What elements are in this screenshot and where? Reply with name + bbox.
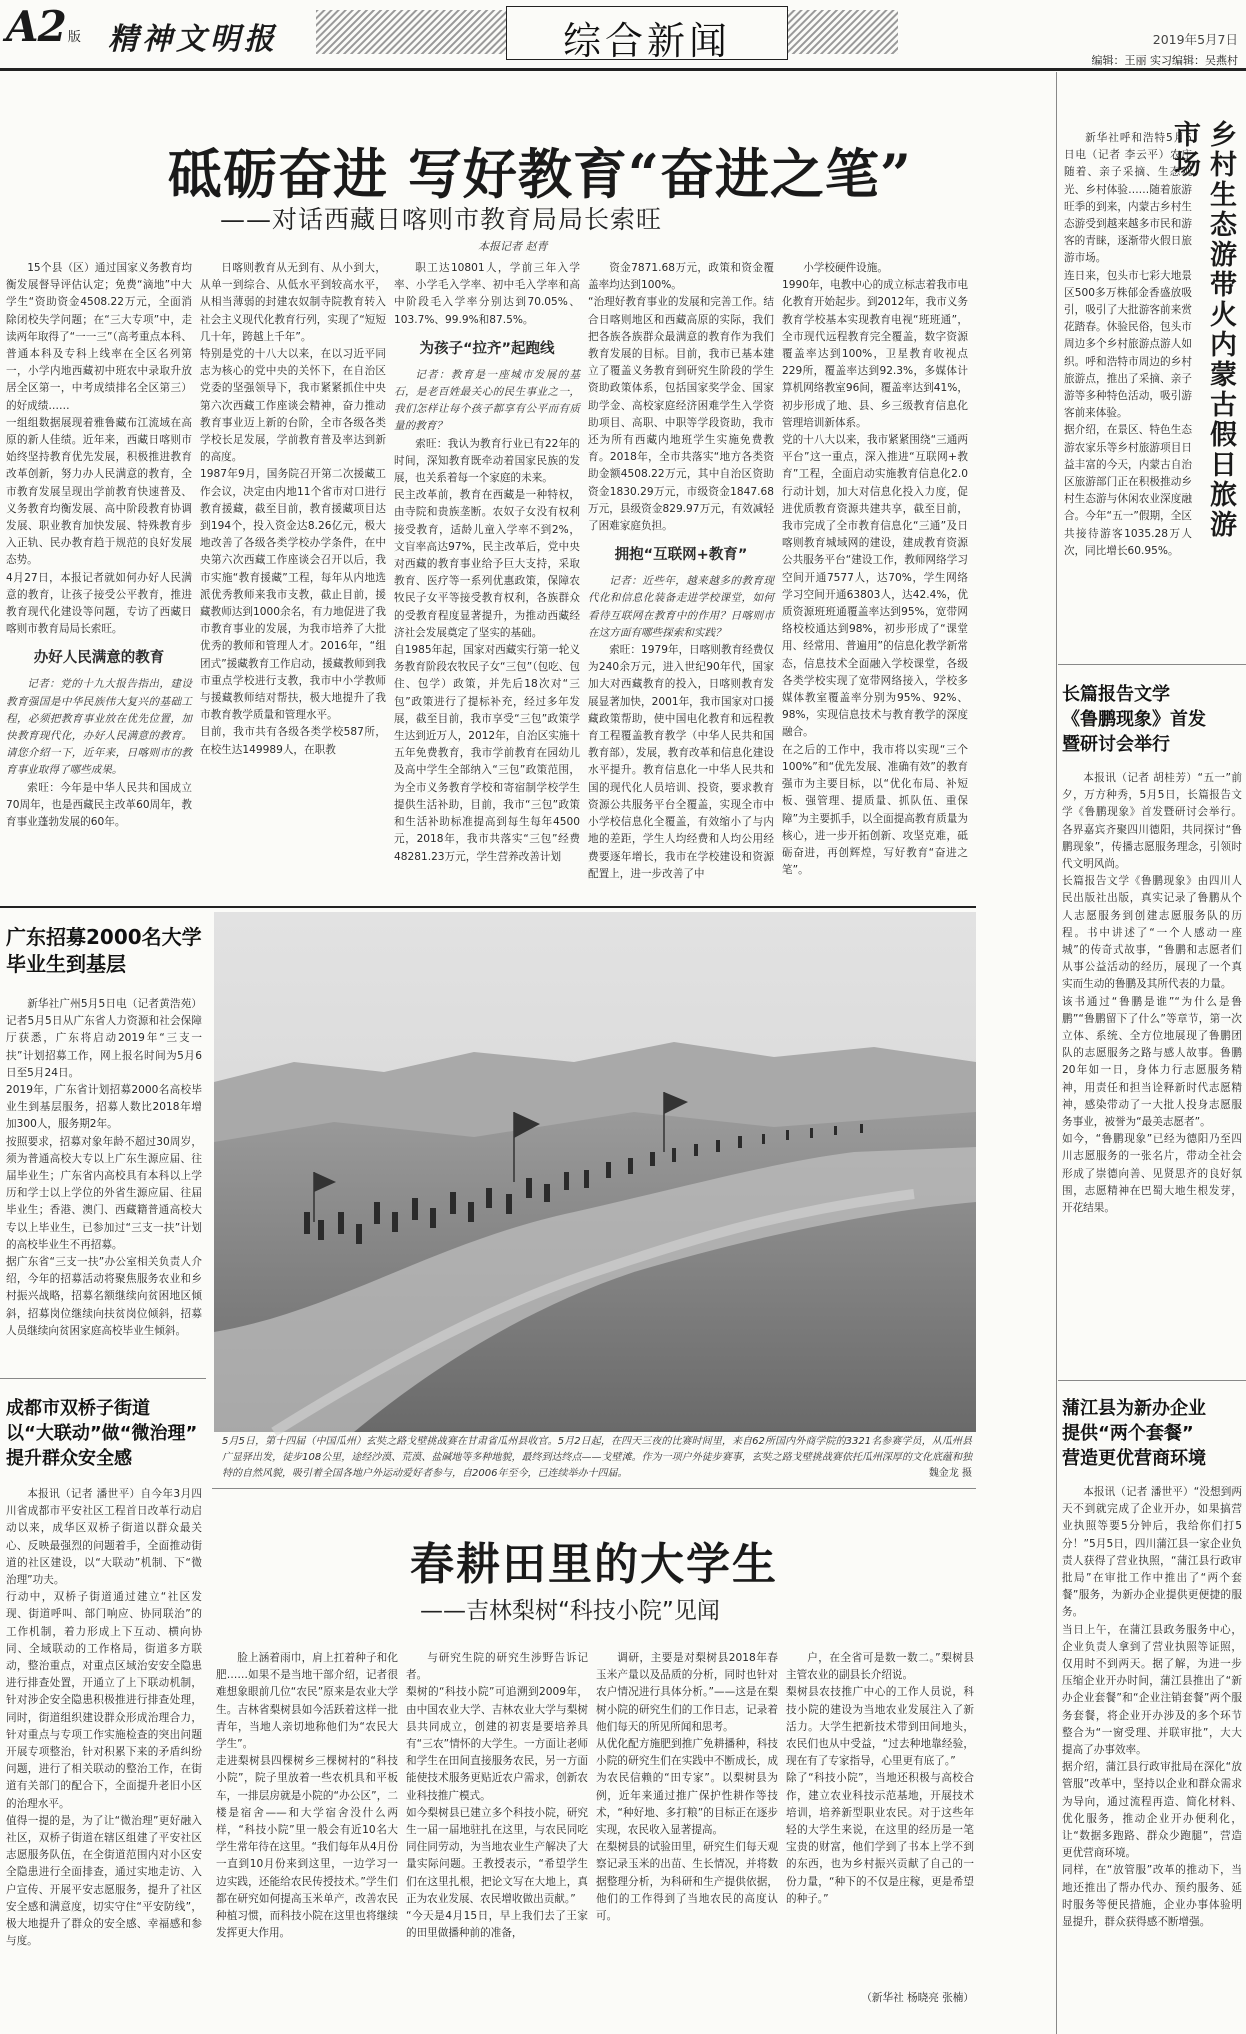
pujiang-headline-line-2: 提供“两个套餐” (1062, 1423, 1194, 1444)
pujiang-headline-line-1: 蒲江县为新办企业 (1062, 1398, 1206, 1419)
masthead-stripes-right (786, 10, 898, 54)
masthead (0, 0, 1246, 80)
village-tourism-article: 新华社呼和浩特5月5日电（记者 李云平）农庄随着、亲子采摘、生态观光、乡村体验……随着旅游旺季的到来，内蒙古乡村生态游受到越来越多市民和游客的青睐，逐渐带火假日旅游市场。 连日来，包头市七彩大地景区500多万株郁金香盛放吸引，吸引了大批游客前来赏花踏春。休验民俗，包头市周边多个乡村旅游点游人如织。呼和浩特市周边的乡村旅游点，推出了采摘、亲子游等多种特色活动，吸引游客前来体验。 据介绍，在景区、特色生态游农家乐等乡村旅游项目日益丰富的今天，内蒙古自治区旅游部门正在积极推动乡村生态游与休闲农业深度融合。今年“五一”假期，全区共接待游客1035.28万人次，同比增长60.95%。 (1064, 132, 1192, 557)
lead-answer-1: 索旺：今年是中华人民共和国成立70周年，也是西藏民主改革60周年，教育事业蓬勃发展的60年。 (6, 781, 192, 829)
lead-title: 砥砺奋进 写好教育“奋进之笔” (168, 142, 912, 206)
report-article: 本报讯（记者 胡桂芳）“五一”前夕，万方种秀，5月5日，长篇报告文学《鲁鹏现象》首发暨研讨会举行。各界嘉宾齐聚四川德阳，共同探讨“鲁鹏现象”，传播志愿服务理念，引领时代文明风尚。 长篇报告文学《鲁鹏现象》由四川人民出版社出版，真实记录了鲁鹏从个人志愿服务到创建志愿服务队的历程。书中讲述了“一个人感动一座城”的传奇式故事，“鲁鹏和志愿者们从事公益活动的经历，展现了一个真实而生动的鲁鹏及其所代表的力量。 该书通过“鲁鹏是谁”“为什么是鲁鹏”“鲁鹏留下了什么”等章节，第一次立体、系统、全方位地展现了鲁鹏团队的志愿服务之路与感人故事。鲁鹏20年如一日，身体力行志愿服务精神，用责任和担当诠释新时代志愿精神，感染带动了一大批人投身志愿服务事业，被誉为“最美志愿者”。 如今，“鲁鹏现象”已经为德阳乃至四川志愿服务的一张名片，带动全社会形成了崇德向善、见贤思齐的良好氛围，志愿精神在巴蜀大地生根发芽，开花结果。 (1062, 772, 1242, 1215)
chengdu-headline-line-3: 提升群众安全感 (6, 1448, 132, 1469)
feature-column-1: 脸上涵着雨巾，肩上扛着种子和化肥……如果不是当地干部介绍，记者很难想象眼前几位“农民”原来是农业大学生。吉林省梨树县如今活跃着这样一批青年，当地人亲切地称他们为“农民大学生”。 走进梨树县四棵树乡三棵树村的“科技小院”，院子里放着一些农机具和平板车，一排层房就是小院的“办公区”，二楼是宿舍——和大学宿舍没什么两样，“科技小院”里一般会有近10名大学生常年待在这里。“我们每年从4月份一直到10月份来到这里，一边学习一边实践，还能给农民传授技术。”学生们都在研究如何提高玉米单产，改善农民种植习惯，而科技小院在这里也将继续发挥更大作用。 (216, 1652, 398, 1940)
lead-col3-body-a: 职工达10801人，学前三年入学率、小学毛入学率、初中毛入学率和高中阶段毛入学率分别达到70.05%、103.7%、99.9%和87.5%。 (394, 262, 580, 326)
feature-column-4 (786, 1650, 974, 2026)
lead-question-3: 记者：近些年，越来越多的教育现代化和信息化装备走进学校课堂，如何看待互联网在教育中的作用？日喀则市在这方面有哪些探索和实践？ (588, 575, 774, 639)
lead-column-1 (6, 260, 192, 900)
lead-question-1: 记者：党的十九大报告指出，建设教育强国是中华民族伟大复兴的基础工程，必须把教育事业放在优先位置，加快教育现代化，办好人民满意的教育。请您介绍一下，近年来，日喀则市的教育事业取得了哪些成果。 (6, 678, 192, 777)
chengdu-headline-line-1: 成都市双桥子街道 (6, 1398, 150, 1419)
section-name: 综合新闻 (562, 19, 731, 63)
right-column-divider (1056, 72, 1057, 2034)
masthead-rule (0, 68, 1246, 71)
photo-caption (222, 1434, 972, 1482)
feature-top-rule (212, 1488, 976, 1489)
lead-column-4 (588, 260, 774, 900)
report-headline-line-3: 暨研讨会举行 (1062, 734, 1170, 755)
feature-subtitle: ——吉林梨树“科技小院”见闻 (420, 1598, 720, 1624)
lead-col3-body-b: 索旺：我认为教育行业已有22年的时间，深知教育既牵动着国家民族的发展，也关系着每一个家庭的未来。 民主改革前，教育在西藏是一种特权，由寺院和贵族垄断。农奴子女没有权利接受教育，适龄儿童入学率不到2%，文盲率高达97%，民主改革后，党中央对西藏的教育事业给予巨大支持，采取教育、医疗等一系列优惠政策，保障农牧民子女平等接受教育权利，各族群众的受教育程度显著提升，为推动西藏经济社会发展奠定了坚实的基础。 自1985年起，国家对西藏实行第一轮义务教育阶段农牧民子女“三包”（包吃、包住、包学）政策，并先后18次对“三包”政策进行了提标补充，经过多年发展，截至目前，我市享受“三包”政策学生达到近万人，2012年，自治区实施十五年免费教育，我市学前教育在园幼儿及高中学生全部纳入“三包”政策范围，为全市义务教育学校和寄宿制学校学生提供生活补助，目前，我市“三包”政策和生活补助标准提高到每生每年4500元，2018年，我市共落实“三包”经费48281.23万元，学生营养改善计划 (394, 437, 580, 863)
lead-subhead-2: 为孩子“拉齐”起跑线 (419, 340, 555, 357)
pujiang-headline (1062, 1396, 1242, 1471)
pujiang-headline-line-3: 营造更优营商环境 (1062, 1448, 1206, 1469)
report-headline-line-2: 《鲁鹏现象》首发 (1062, 709, 1206, 730)
pujiang-article: 本报讯（记者 潘世平）“没想到两天不到就完成了企业开办，如果搞营业执照等要5分钟后，我给你们打5分！”5月5日，四川蒲江县一家企业负责人获得了营业执照，“蒲江县行政审批局”在审批工作中推出了“两个套餐”服务，为新办企业提供更便捷的服务。 当日上午，在蒲江县政务服务中心，企业负责人拿到了营业执照等证照，仅用时不到两天。据了解，为进一步压缩企业开办时间，蒲江县推出了“新办企业套餐”和“企业注销套餐”两个服务套餐，将企业开办涉及的多个环节整合为“一窗受理、并联审批”，大大提高了办事效率。 据介绍，蒲江县行政审批局在深化“放管服”改革中，坚持以企业和群众需求为导向，通过流程再造、简化材料、优化服务，推动企业开办便利化，让“数据多跑路、群众少跑腿”，营造更优营商环境。 同样，在“放管服”改革的推动下，当地还推出了帮办代办、预约服务、延时服务等便民措施，企业办事体验明显提升，群众获得感不断增强。 (1062, 1486, 1242, 1929)
lead-col1-body: 15个县（区）通过国家义务教育均衡发展督导评估认定；免费“滴地”中大学生“资助资金4508.22万元，全面消除闭校失学问题；在“三大专项”中，走读两年取得了“一一三”（高考重点本科、普通本科及专科上线率在全区名列第一，小学内地西藏初中班农中录取升放居全区第一，中考成绩排名全区第三）的好成绩…… 一组组数据展现着雅鲁藏布江流域在高原的新人佳绩。近年来，西藏日喀则市始终坚持教育优先发展，积极推进教育改革创新，努力办人民满意的教育，全市教育发展呈现出学前教育快速普及、义务教育均衡发展、高中阶段教育协调发展、职业教育加快发展、特殊教育步入正轨、民办教育趋于规范的良好发展态势。 4月27日，本报记者就如何办好人民满意的教育，让孩子接受公平教育，推进教育现代化建设等问题，专访了西藏日喀则市教育局局长索旺。 (6, 262, 192, 636)
lead-col4-body-a: 资金7871.68万元，政策和资金覆盖率均达到100%。 “治理好教育事业的发展和完善工作。结合日喀则地区和西藏高原的实际，我们把各族各族群众最满意的教育作为我们教育发展的目标。目前，我市已基本建立了覆盖义务教育到研究生阶段的学生资助政策体系，包括国家奖学金、国家助学金、高校家庭经济困难学生入学资助项目、高职、中职等学段资助，我市还为所有西藏内地班学生实施免费教育。2018年，全市共落实“地方各类资助金额4508.22万元，其中自治区资助资金1830.29万元，市级资金1847.68万元，县级资金829.97万元，有效减轻了困难家庭负担。 (588, 262, 774, 533)
report-headline (1062, 682, 1242, 757)
lead-bottom-rule (0, 906, 976, 908)
feature-column-3: 调研，主要是对梨树县2018年春玉米产量以及品质的分析，同时也针对农户情况进行具体分析。”——这是在梨树小院的研究生们的工作日志，记录着他们每天的所见所闻和思考。 从优化配方施肥到推广免耕播种，科技小院的研究生们在实践中不断成长，成为农民信赖的“田专家”。以梨树县为例，近年来通过推广保护性耕作等技术，“种好地、多打粮”的目标正在逐步实现，农民收入显著提高。 在梨树县的试验田里，研究生们每天观察记录玉米的出苗、生长情况，并将数据整理分析，为科研和生产提供依据，他们的工作得到了当地农民的高度认可。 (596, 1652, 778, 1923)
chengdu-headline-line-2: 以“大联动”做“微治理” (6, 1423, 198, 1444)
photo-caption-text: 5月5日，第十四届（中国瓜州）玄奘之路戈壁挑战赛在甘肃省瓜州县收官。5月2日起，在四天三夜的比赛时间里，来自62所国内外商学院的3321名参赛学员，从瓜州县广显驿出发，徒步108公里，途经沙漠、荒漠、盐碱地等多种地貌，最终到达终点——戈壁滩。作为一项户外徒步赛事，玄奘之路戈壁挑战赛依托瓜州深厚的文化底蕴和独特的自然风貌，吸引着全国各地户外运动爱好者参与，自2006年至今，已连续举办十四届。 (222, 1436, 972, 1479)
village-tourism-headline: 乡村生态游带火内蒙古假日旅游市场 (1169, 120, 1236, 540)
lead-column-2 (200, 260, 386, 900)
chengdu-headline (6, 1396, 202, 1471)
left-sidebar-divider (0, 1378, 206, 1379)
lead-subhead-1: 办好人民满意的教育 (33, 650, 165, 667)
feature-title: 春耕田里的大学生 (410, 1539, 778, 1590)
chengdu-article: 本报讯（记者 潘世平）自今年3月四川省成都市平安社区工程首日改革行动启动以来，成华区双桥子街道以群众最关心、反映最强烈的问题着手，全面推动街道的社区建设，以“大联动”机制、下“微治理”功夫。 行动中，双桥子街道通过建立“社区发现、街道呼叫、部门响应、协同联治”的工作机制，着力形成上下互动、横向协同、全域联动的工作格局，街道多方联动，整治重点，对重点区域治安安全隐患进行排查处置，开通立了上下联动机制，针对涉企安全隐患积极推进行排查处理，同时，街道组织建设群众形成治理合力，针对重点与专项工作实施检查的突出问题开展专项整治，针对积累下来的矛盾纠纷问题，进行了相关联动的整治工作，在街道有关部门的配合下，全面提升老旧小区的治理水平。 值得一提的是，为了让“微治理”更好融入社区，双桥子街道在辖区组建了平安社区志愿服务队伍，在全街道范围内对小区安全隐患进行全面排查，通过实地走访、入户宣传、开展平安志愿服务，提升了社区安全感和满意度，切实守住“平安防线”，极大地提升了群众的安全感、幸福感和参与度。 (6, 1488, 202, 1948)
lead-question-2: 记者：教育是一座城市发展的基石，是老百姓最关心的民生事业之一，我们怎样让每个孩子都享有公平而有质量的教育？ (394, 368, 580, 433)
guangdong-headline: 广东招募2000名大学毕业生到基层 (6, 925, 202, 976)
lead-col2-body: 日喀则教育从无到有、从小到大，从单一到综合、从低水平到较高水平，从相当薄弱的封建农奴制寺院教育转入社会主义现代化教育行列，实现了“短短几十年，跨越上千年”。 特别是党的十八大以来，在以习近平同志为核心的党中央的关怀下，在自治区党委的坚强领导下，我市紧紧抓住中央第六次西藏工作座谈会精神，奋力推动教育事业迈上新的台阶，全市各级各类学校长足发展，学前教育普及率达到新的高度。 1987年9月，国务院召开第二次援藏工作会议，决定由内地11个省市对口进行教育援藏，截至目前，教育援藏项目达到194个，投入资金达8.26亿元，极大地改善了各级各类学校办学条件，在中央第六次西藏工作座谈会召开以后，我市实施“教育援藏”工程，每年从内地选派优秀教师来我市支教，截止目前，援藏教师达到1000余名，有力地促进了我市教育事业的发展，为我市培养了大批优秀的教师和管理人才。2016年，“组团式”援藏教育工作启动，援藏教师到我市重点学校进行支教，我市中小学教师与援藏教师结对帮扶，极大地提升了我市教育教学质量和管理水平。 目前，我市共有各级各类学校587所，在校生达149989人，在职教 (200, 262, 386, 756)
gobi-march-photo (214, 912, 976, 1432)
feature-col4-body: 户，在全省可是数一数二。”梨树县主管农业的副县长介绍说。 梨树县农技推广中心的工作人员说，科技小院的建设为当地农业发展注入了新活力。大学生把新技术带到田间地头，农民们也从中受益，“过去种地靠经验，现在有了专家指导，心里更有底了。” 除了“科技小院”，当地还积极与高校合作，建立农业科技示范基地，开展技术培训，培养新型职业农民。对于这些年轻的大学生来说，在这里的经历是一笔宝贵的财富，他们学到了书本上学不到的东西，也为乡村振兴贡献了自己的一份力量，“种下的不仅是庄稼，更是希望的种子。” (786, 1652, 974, 1905)
photo-credit: 魏金龙 摄 (928, 1468, 972, 1479)
right-divider-2 (1058, 1380, 1246, 1381)
feature-column-2: 与研究生院的研究生涉野告诉记者。 梨树的“科技小院”可追溯到2009年，由中国农业大学、吉林农业大学与梨树县共同成立，创建的初衷是要培养具有“三农”情怀的大学生。一方面让老师和学生在田间直接服务农民，另一方面能使技术服务更贴近农户需求，创新农业科技推广模式。 如今梨树县已建立多个科技小院，研究生一届一届地驻扎在这里，与农民同吃同住同劳动，为当地农业生产解决了大量实际问题。王教授表示，“希望学生们在这里扎根，把论文写在大地上，真正为农业发展、农民增收做出贡献。” “今天是4月15日，早上我们去了王家的田里做播种前的准备， (406, 1652, 588, 1940)
feature-credit: （新华社 杨晓亮 张楠） (861, 1992, 974, 2004)
masthead-stripes (316, 10, 506, 54)
lead-column-3 (394, 260, 580, 900)
editors: 编辑：王丽 实习编辑：吴燕村 (1091, 54, 1238, 67)
lead-column-5 (782, 260, 968, 900)
lead-col5-body: 小学校硬件设施。 1990年，电教中心的成立标志着我市电化教育开始起步。到2012年，我市义务教育学校基本实现教育电视“班班通”，全市现代远程教育完全覆盖，数字资源覆盖率达到100%，卫星教育收视点229所，覆盖率达到92.3%，多媒体计算机网络教室96间，覆盖率达到41%，初步形成了地、县、乡三级教育信息化管理培训新体系。 党的十八大以来，我市紧紧围绕“三通两平台”这一重点，深入推进“互联网+教育”工程，全面启动实施教育信息化2.0行动计划，加大对信息化投入力度，促进优质教育资源共建共享，截至目前，我市完成了全市教育信息化“三通”及日喀则教育城域网的建设，建成教育资源公共服务平台“建设工作，教师网络学习空间开通7577人，达70%，学生网络学习空间开通63803人，达42.4%，优质资源班班通覆盖率达到95%，宽带网络校校通达到98%，初步形成了“课堂用、经常用、普遍用”的信息化教学新常态，信息技术全面融入学校课堂，各级各类学校实现了宽带网络接入，学校多媒体教室覆盖率分别为95%、92%、98%，实现信息技术与教育教学的深度融合。 在之后的工作中，我市将以实现“三个100%”和“优先发展、准确有效”的教育强市为主要目标，以“优化布局、补短板、强管理、提质量、抓队伍、重保障”为主要抓手，以全面提高教育质量为核心，进一步开拓创新、攻坚克难，砥砺奋进，再创辉煌，写好教育“奋进之笔”。 (782, 262, 968, 877)
right-divider-1 (1058, 664, 1246, 665)
page-number: A2 版 (6, 2, 80, 51)
lead-col4-body-b: 索旺：1979年，日喀则教育经费仅为240余万元，进入世纪90年代，国家加大对西藏教育的投入，日喀则教育发展显著加快，2001年，我市国家对口援藏政策帮助，使中国电化教育和远程教育工程覆盖教育教学（中华人民共和国教育部），发展，教育改革和信息化建设水平提升。教育信息化一中华人民共和国的现代化人员培训、投资，要求教育资源公共服务平台全覆盖，实现全市中小学校信息化全覆盖，有效缩小了与内地的差距，学生人均经费和人均公用经费要逐年增长，我市在学校建设和资源配置上，进一步改善了中 (588, 644, 774, 880)
lead-subhead-3: 拥抱“互联网+教育” (614, 547, 748, 564)
lead-subtitle: ——对话西藏日喀则市教育局局长索旺 (220, 205, 663, 234)
lead-byline: 本报记者 赵青 (478, 240, 548, 253)
paper-name: 精神文明报 (108, 22, 278, 57)
guangdong-article: 新华社广州5月5日电（记者黄浩苑）记者5月5日从广东省人力资源和社会保障厅获悉，广东将启动2019年“三支一扶”计划招募工作，网上报名时间为5月6日至5月24日。 2019年，广东省计划招募2000名高校毕业生到基层服务，招募人数比2018年增加300人，服务期2年。 按照要求，招募对象年龄不超过30周岁，须为普通高校大专以上广东生源应届、往届毕业生；广东省内高校具有本科以上学历和学士以上学位的外省生源应届、往届毕业生；香港、澳门、西藏籍普通高校大专以上毕业生，已参加过“三支一扶”计划的高校毕业生不再招募。 据广东省“三支一扶”办公室相关负责人介绍，今年的招募活动将聚焦服务农业和乡村振兴战略，招募名额继续向贫困地区倾斜，招募岗位继续向扶贫岗位倾斜，招募人员继续向贫困家庭高校毕业生倾斜。 (6, 998, 202, 1337)
issue-date: 2019年5月7日 (1152, 32, 1238, 47)
report-headline-line-1: 长篇报告文学 (1062, 684, 1170, 705)
